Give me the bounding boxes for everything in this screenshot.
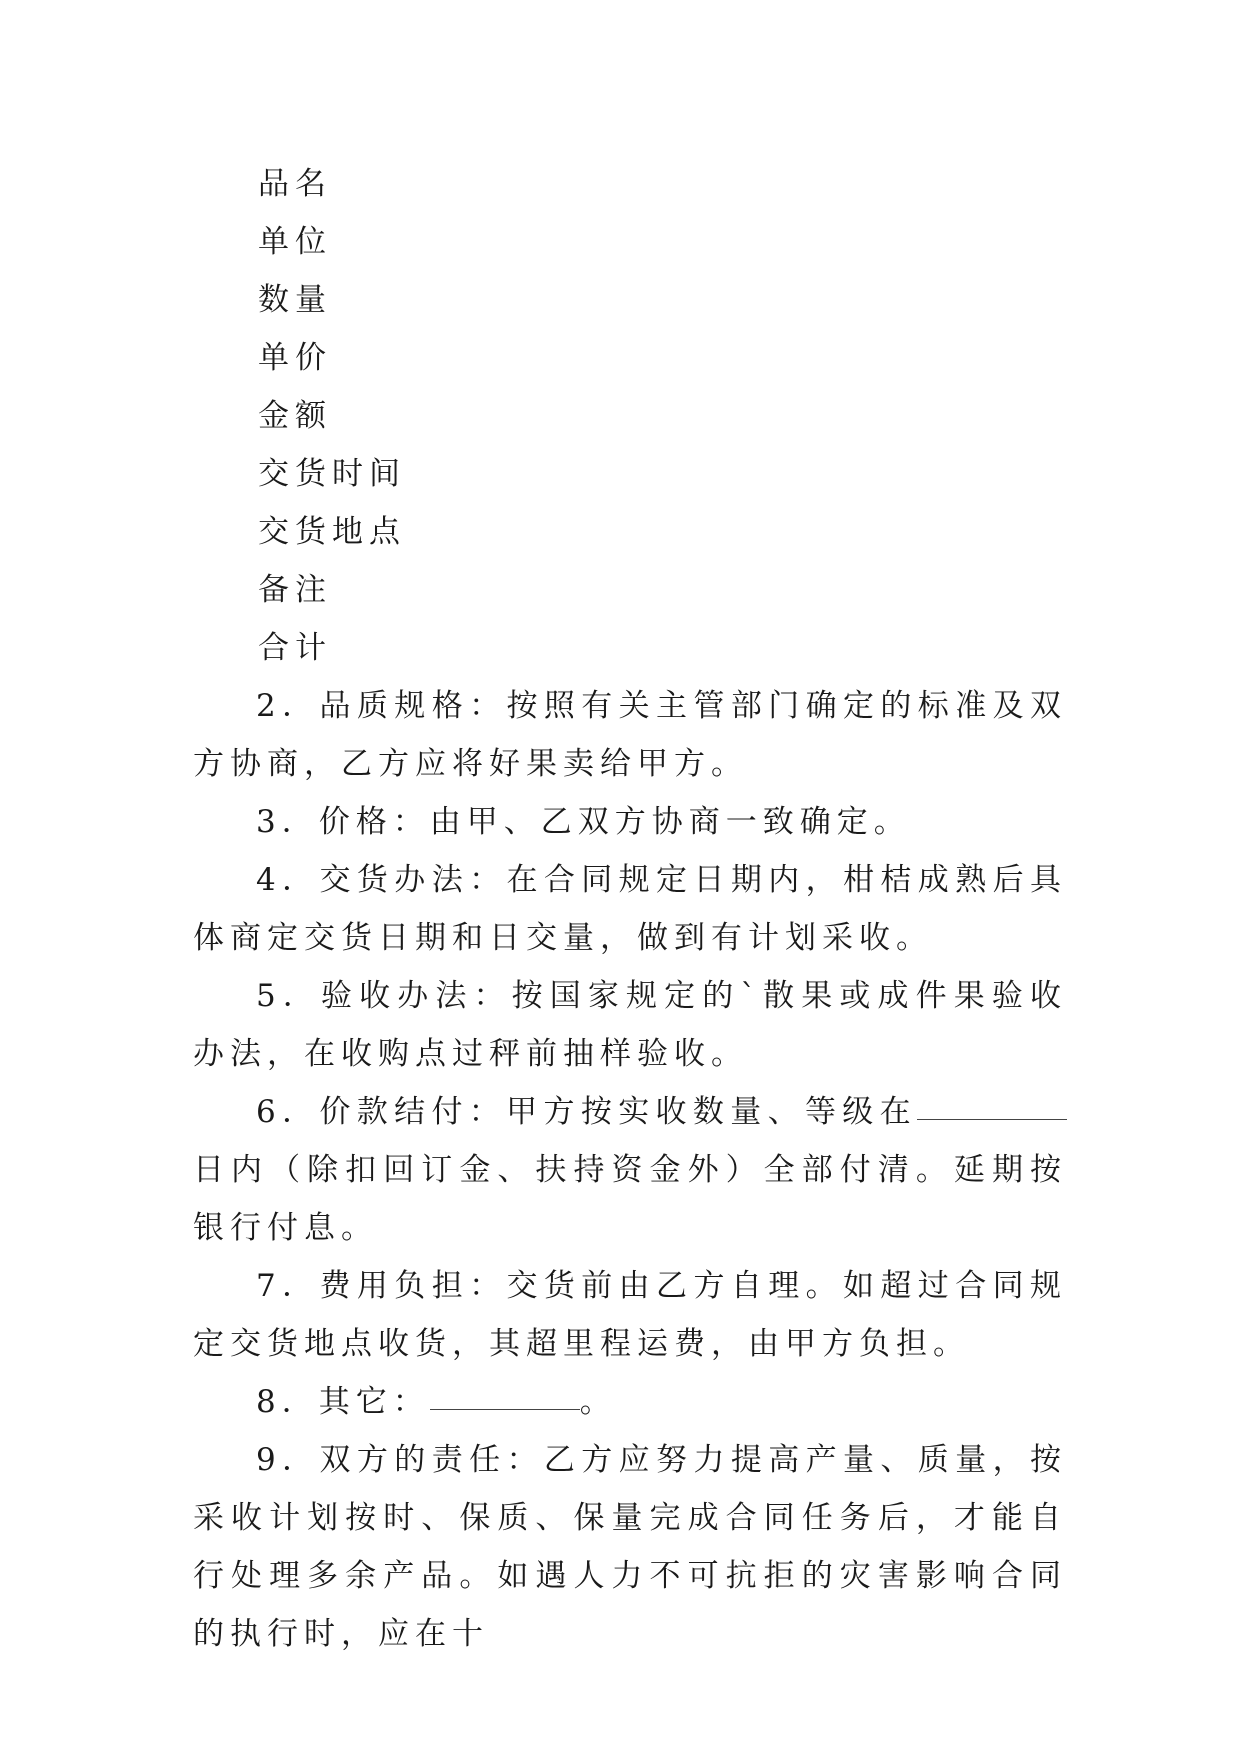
field-amount: 金额 — [258, 398, 332, 434]
clause-payment — [193, 1083, 1067, 1257]
field-total: 合计 — [258, 630, 332, 666]
payment-days-blank[interactable] — [917, 1085, 1067, 1120]
contract-clauses — [193, 677, 1067, 1663]
field-product-name: 品名 — [258, 166, 332, 202]
clause-acceptance-method: 5．验收办法：按国家规定的`散果或成件果验收办法，在收购点过秤前抽样验收。 — [193, 978, 1067, 1072]
clause-payment-text-before: 6．价款结付：甲方按实收数量、等级在 — [256, 1094, 917, 1130]
clause-responsibilities: 9．双方的责任：乙方应努力提高产量、质量，按采收计划按时、保质、保量完成合同任务后，才能自行处理多余产品。如遇人力不可抗拒的灾害影响合同的执行时，应在十 — [193, 1442, 1067, 1652]
table-field-list — [258, 155, 406, 677]
field-delivery-place: 交货地点 — [258, 514, 406, 550]
clause-payment-text-after: 日内（除扣回订金、扶持资金外）全部付清。延期按银行付息。 — [193, 1152, 1067, 1246]
clause-other-text-before: 8．其它： — [256, 1384, 430, 1420]
clause-cost-burden: 7．费用负担：交货前由乙方自理。如超过合同规定交货地点收货，其超里程运费，由甲方负担。 — [193, 1268, 1067, 1362]
field-delivery-time: 交货时间 — [258, 456, 406, 492]
other-terms-blank[interactable] — [430, 1375, 580, 1410]
field-quantity: 数量 — [258, 282, 332, 318]
field-unit: 单位 — [258, 224, 332, 260]
clause-other-text-after: 。 — [579, 1384, 617, 1420]
field-unit-price: 单价 — [258, 340, 332, 376]
clause-delivery-method: 4．交货办法：在合同规定日期内，柑桔成熟后具体商定交货日期和日交量，做到有计划采收。 — [193, 862, 1067, 956]
clause-quality-spec: 2．品质规格：按照有关主管部门确定的标准及双方协商，乙方应将好果卖给甲方。 — [193, 688, 1067, 782]
field-remarks: 备注 — [258, 572, 332, 608]
clause-other — [193, 1373, 1067, 1431]
clause-price: 3．价格：由甲、乙双方协商一致确定。 — [256, 804, 911, 840]
